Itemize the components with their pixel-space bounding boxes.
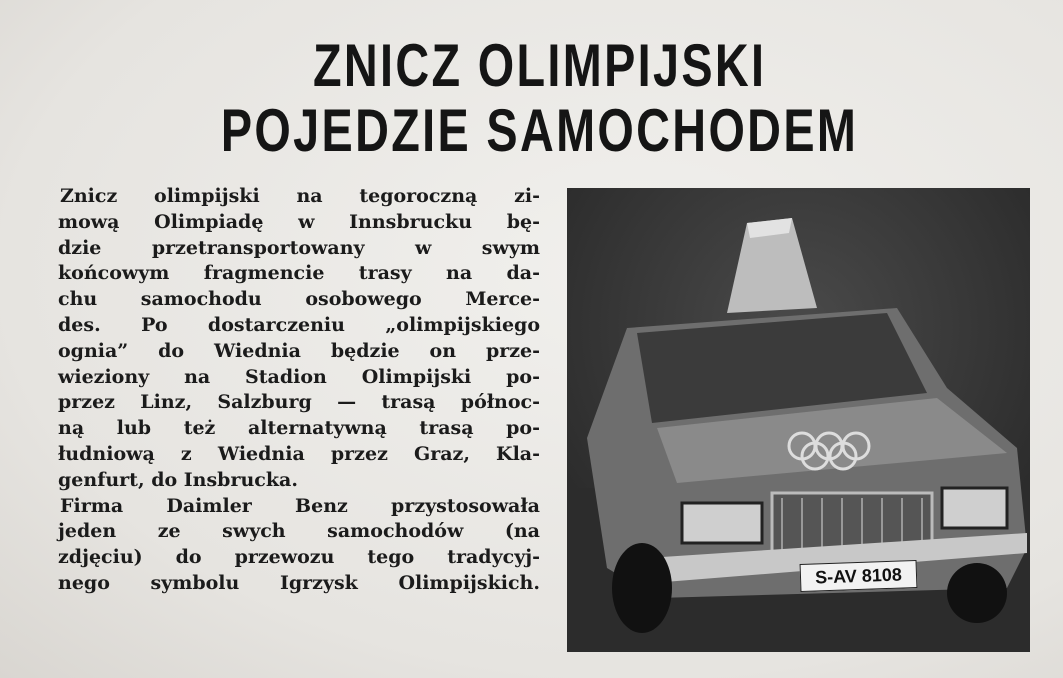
article-line: mową Olimpiadę w Innsbrucku bę- [58,210,540,233]
article-line: zdjęciu) do przewozu tego tradycyj- [58,546,540,569]
car-photo [567,188,1030,652]
article-line: genfurt, do Insbrucka. [58,468,298,491]
article-line: dzie przetransportowany w swym [58,236,540,259]
article-line: końcowym fragmencie trasy na da- [58,262,540,285]
license-plate: S-AV 8108 [800,560,918,592]
article-line: wieziony na Stadion Olimpijski po- [58,365,540,388]
mercedes-car-illustration [567,188,1030,652]
article-line: ognia” do Wiednia będzie on prze- [58,339,540,362]
article-line: des. Po dostarczeniu „olimpijskiego [58,313,540,336]
headline-line-2: POJEDZIE SAMOCHODEM [221,97,859,164]
headline-line-1: ZNICZ OLIMPIJSKI [313,32,767,99]
article-line: jeden ze swych samochodów (na [58,520,540,543]
article-body [58,184,540,597]
article-line: ną lub też alternatywną trasą po- [58,417,540,440]
article-line: przez Linz, Salzburg — trasą północ- [58,391,540,414]
article-line: Firma Daimler Benz przystosowała [60,494,540,517]
article-line: łudniową z Wiednia przez Graz, Kla- [58,442,540,465]
article-line: nego symbolu Igrzysk Olimpijskich. [58,571,540,594]
article-line: Znicz olimpijski na tegoroczną zi- [60,185,540,207]
article-line: chu samochodu osobowego Merce- [58,288,540,311]
